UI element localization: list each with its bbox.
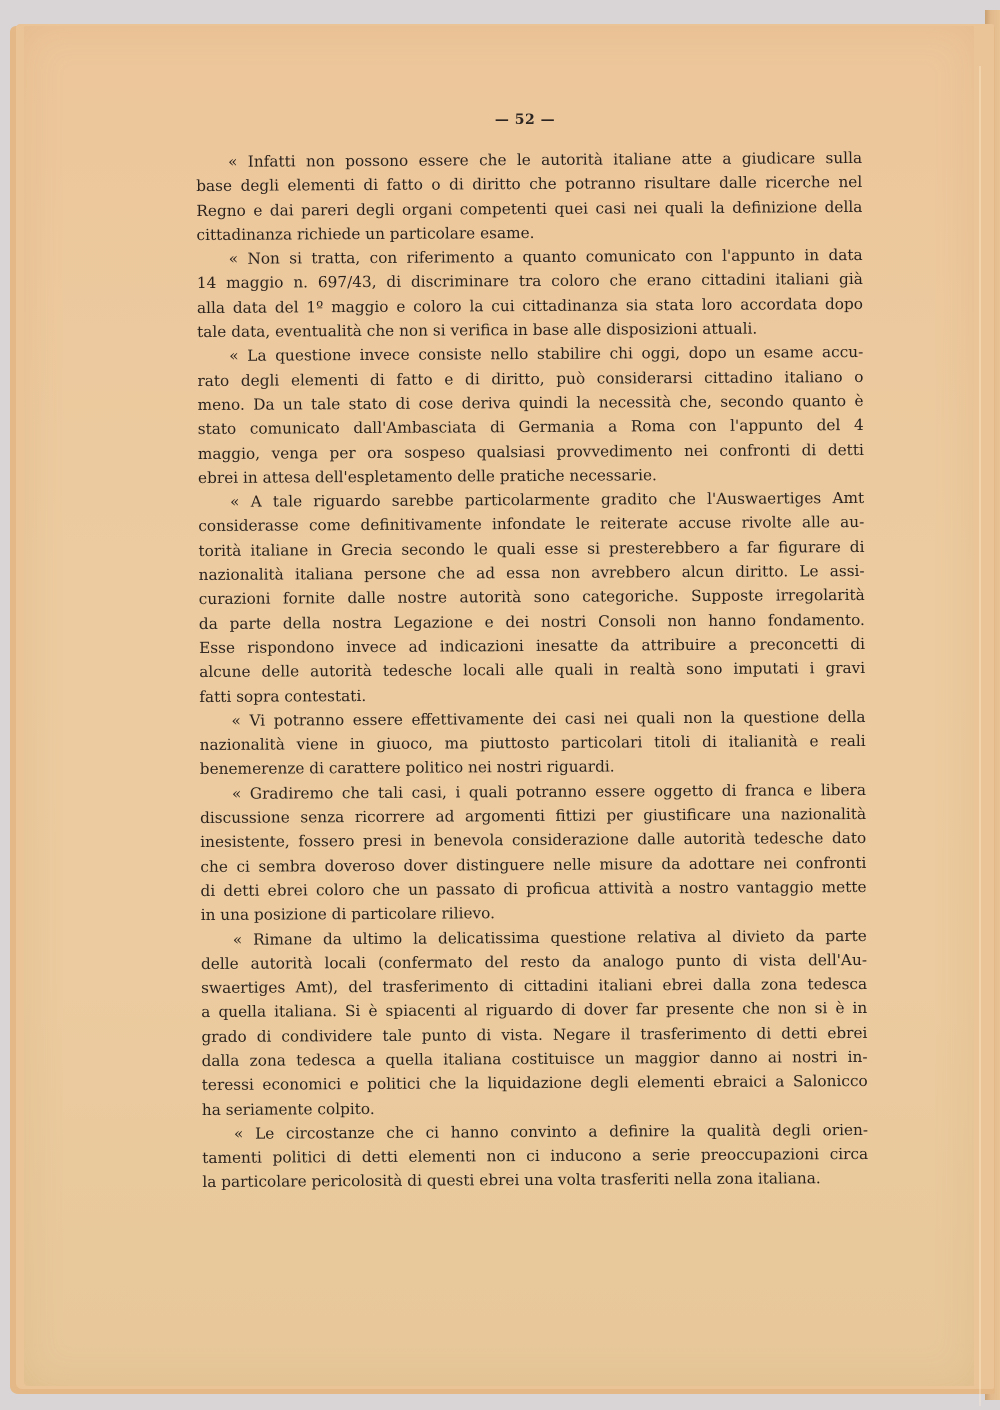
text-line: base degli elementi di fatto o di diritto che potranno risultare dalle ricerche nel [196,173,863,196]
text-line: maggio, venga per ora sospeso qualsiasi provvedimento nei confronti di detti [197,440,864,463]
text-line: « La questione invece consiste nello stabilire chi oggi, dopo un esame accu- [229,343,864,366]
text-line: inesistente, fossero presi in benevola considerazione dalle autorità tedesche dato [200,829,867,852]
text-line: discussione senza ricorrere ad argomenti fittizi per giustificare una nazionalità [200,804,867,828]
text-line: la particolare pericolosità di questi ebrei una volta trasferiti nella zona italiana. [202,1169,821,1192]
text-line: meno. Da un tale stato di cose deriva quindi la necessità che, secondo quanto è [197,391,864,414]
body-text [196,146,868,1195]
text-line: fatti sopra contestati. [199,686,367,706]
text-line: grado di condividere tale punto di vista. Negare il trasferimento di detti ebrei [201,1023,868,1046]
text-line: « Gradiremo che tali casi, i quali potranno essere oggetto di franca e libera [231,780,866,803]
text-line: Esse rispondono invece ad indicazioni inesatte da attribuire a preconcetti di [198,634,866,657]
text-line: in una posizione di particolare rilievo. [200,904,496,925]
text-line: curazioni fornite dalle nostre autorità sono categoriche. Supposte irregolarità [198,586,865,609]
paragraph-5 [199,705,865,782]
text-line: di detti ebrei coloro che un passato di proficua attività a nostro vantaggio mette [200,877,867,900]
paragraph-4 [198,486,865,709]
text-line: ha seriamente colpito. [201,1099,375,1119]
text-line: « Vi potranno essere effettivamente dei casi nei quali non la questione della [231,707,866,730]
page-number: — 52 — [494,112,556,128]
text-line: swaertiges Amt), del trasferimento di cittadini italiani ebrei dalla zona tedesca [201,975,868,998]
text-line: stato comunicato dall'Ambasciata di Germania a Roma con l'appunto del 4 [197,416,864,439]
text-line: teressi economici e politici che la liquidazione degli elementi ebraici a Salonicco [201,1072,868,1095]
text-line: dalla zona tedesca a quella italiana costituisce un maggior danno ai nostri in- [201,1047,868,1070]
text-line: a quella italiana. Si è spiacenti al riguardo di dover far presente che non si è in [201,999,868,1022]
text-line: torità italiane in Grecia secondo le quali esse si presterebbero a far figurare di [198,537,865,560]
text-line: delle autorità locali (confermato del resto da analogo punto di vista dell'Au- [200,950,868,973]
paragraph-6 [200,778,867,928]
text-line: rato degli elementi di fatto e di diritto, può considerarsi cittadino italiano o [197,367,864,390]
text-line: Regno e dai pareri degli organi competenti quei casi nei quali la definizione della [196,197,863,220]
paragraph-1 [196,146,863,247]
text-line: alcune delle autorità tedesche locali alle quali in realtà sono imputati i gravi [199,659,866,682]
text-line: nazionalità italiana persone che ad essa non avrebbero alcun diritto. Le assi- [198,561,865,585]
text-line: cittadinanza richiede un particolare esame. [196,223,535,244]
paragraph-3 [197,340,864,490]
paragraph-7 [201,923,868,1121]
text-line: « Non si tratta, con riferimento a quanto comunicato con l'appunto in data [228,246,863,268]
text-line: « Rimane da ultimo la delicatissima questione relativa al divieto da parte [232,926,867,949]
text-line: ebrei in attesa dell'espletamento delle pratiche necessarie. [197,466,657,487]
text-line: tamenti politici di detti elementi non ci inducono a serie preoccupazioni circa [202,1145,869,1168]
text-line: 14 maggio n. 697/43, di discriminare tra coloro che erano cittadini italiani già [196,270,863,293]
text-line: considerasse come definitivamente infondate le reiterate accuse rivolte alle au- [198,513,865,536]
text-line: da parte della nostra Legazione e dei nostri Consoli non hanno fondamento. [198,610,865,633]
text-line: tale data, eventualità che non si verifica in base alle disposizioni attuali. [197,319,758,342]
text-line: alla data del 1º maggio e coloro la cui cittadinanza sia stata loro accordata dopo [196,294,864,317]
paragraph-2 [197,243,864,344]
text-line: benemerenze di carattere politico nei nostri riguardi. [199,757,615,779]
text-line: nazionalità viene in giuoco, ma piuttosto particolari titoli di italianità e reali [199,732,866,755]
text-line: che ci sembra doveroso dover distinguere nelle misure da adottare nei confronti [200,853,867,876]
page-crease [979,66,981,1406]
text-line: « Le circostanze che ci hanno convinto a definire la qualità degli orien- [233,1120,869,1143]
text-line: « Infatti non possono essere che le autorità italiane atte a giudicare sulla [228,148,863,171]
text-line: « A tale riguardo sarebbe particolarmente gradito che l'Auswaertiges Amt [230,489,865,511]
paragraph-8 [202,1118,868,1195]
